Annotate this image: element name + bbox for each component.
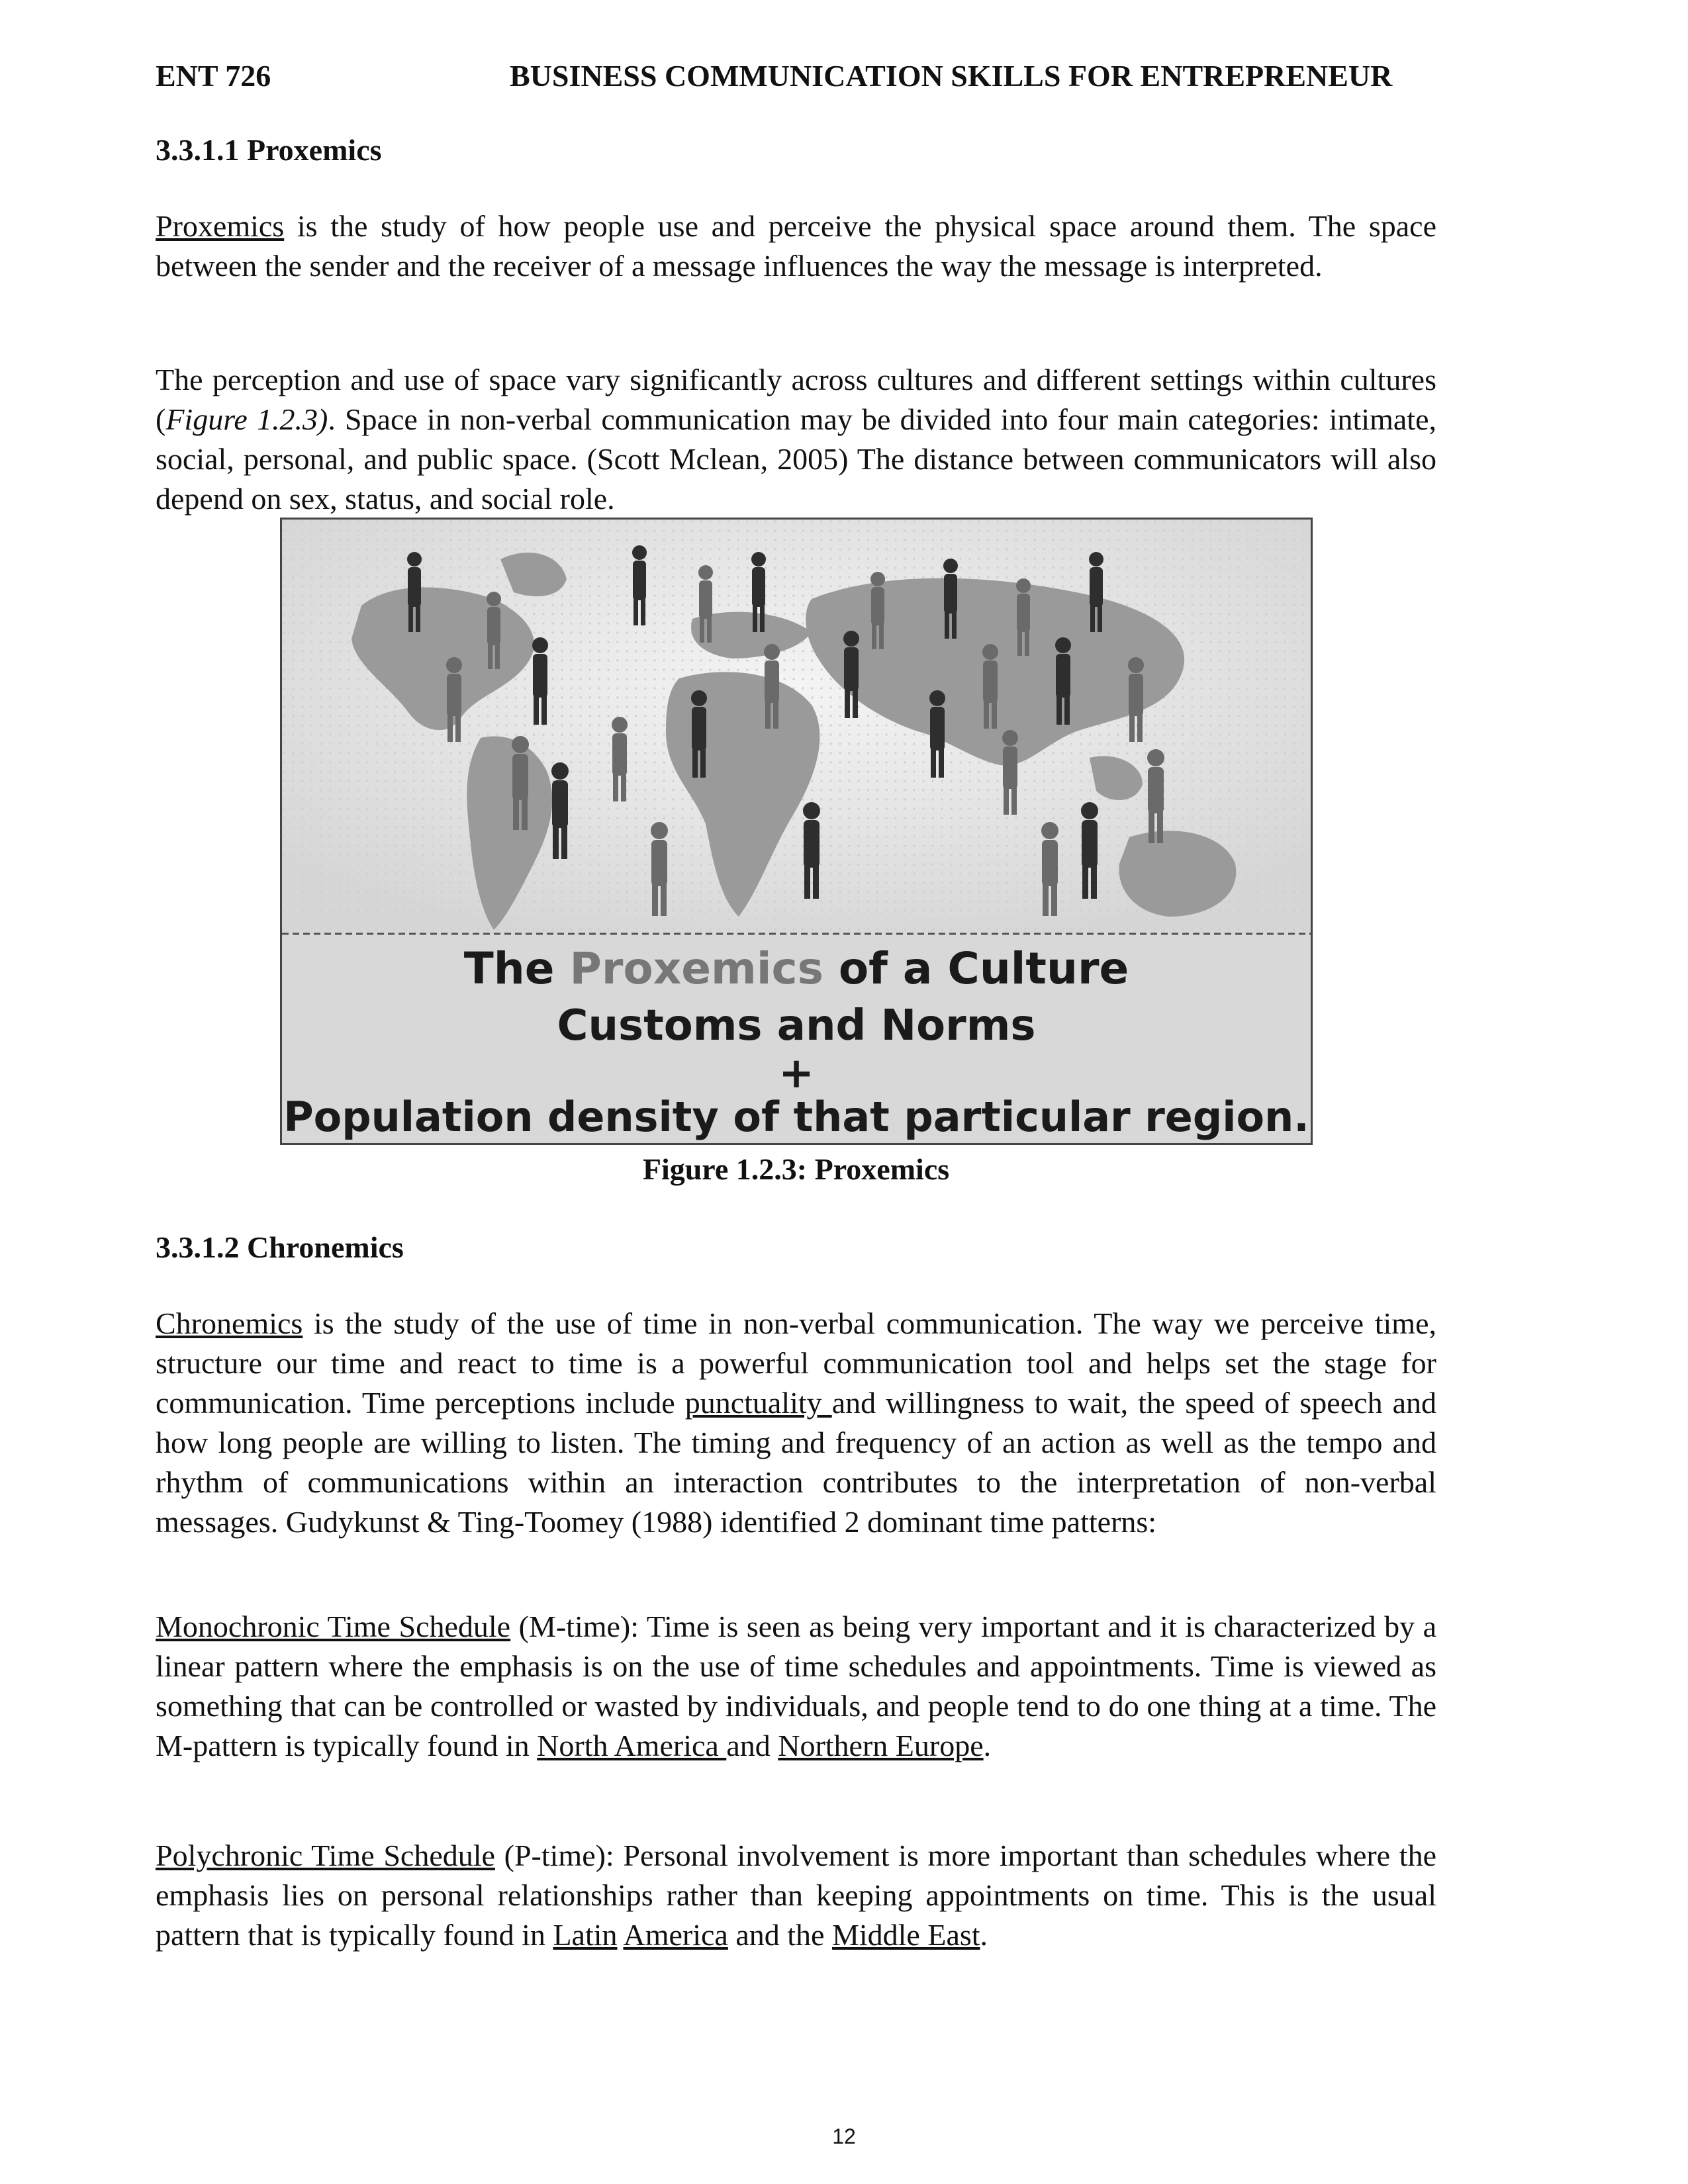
proxemics-term-link[interactable]: Proxemics [156, 209, 285, 243]
chronemics-p1-text-b: and willingness to wait, the speed of speech and how long people are willing to listen. The timing and frequency of an action as well as the tempo and rhythm of communications within an interaction contributes to the interpretation of non-verbal messages. Gudykunst & Ting-Toomey (1988) identified 2 dominant time patterns: [156, 1386, 1436, 1539]
figure-highlight-word: Proxemics [569, 943, 823, 994]
mono-text-b: and [726, 1729, 778, 1762]
proxemics-p1-text: is the study of how people use and perceive the physical space around them. The space between the sender and the receiver of a message influences the way the message is interpreted. [156, 209, 1436, 283]
mono-text-c: . [983, 1729, 992, 1762]
proxemics-paragraph-1 [156, 206, 1436, 286]
proxemics-p2-text-b: . Space in non-verbal communication may be divided into four main categories: intimate, social, personal, and public space. (Scott Mclean, 2005) The distance between communicators will also depend on sex, status, and social role. [156, 402, 1437, 516]
america-link[interactable]: America [623, 1918, 728, 1952]
chronemics-term-link[interactable]: Chronemics [156, 1306, 303, 1340]
course-code: ENT 726 [156, 59, 271, 93]
section-heading-chronemics: 3.3.1.2 Chronemics [156, 1230, 404, 1264]
page-number: 12 [832, 2124, 856, 2148]
figure-plus-sign: + [778, 1049, 814, 1098]
punctuality-link[interactable]: punctuality [684, 1386, 832, 1420]
figure-reference: Figure 1.2.3) [165, 402, 328, 436]
middle-east-link[interactable]: Middle East [831, 1918, 980, 1952]
poly-text-a: (P-time): Personal involvement is more important than schedules where the emphasis lies on personal relationships rather than keeping appointments on time. This is the usual pattern that is typically found in [156, 1839, 1436, 1952]
poly-text-b: and the [727, 1918, 832, 1952]
poly-text-c: . [980, 1918, 988, 1952]
polychronic-paragraph [156, 1836, 1436, 1955]
latin-link[interactable]: Latin [553, 1918, 618, 1952]
chronemics-p1-text-a: is the study of the use of time in non-verbal communication. The way we perceive time, structure our time and react to time is a powerful communication tool and helps set the stage for communication. Time perceptions include [156, 1306, 1436, 1420]
course-title: BUSINESS COMMUNICATION SKILLS FOR ENTREPRENEUR [510, 59, 1393, 93]
north-america-link[interactable]: North America [537, 1729, 727, 1762]
proxemics-paragraph-2 [156, 360, 1436, 519]
figure-caption: Figure 1.2.3: Proxemics [642, 1152, 950, 1186]
page-header [156, 58, 1436, 98]
figure-title-line-2: Customs and Norms [557, 1001, 1036, 1050]
section-heading-proxemics: 3.3.1.1 Proxemics [156, 133, 382, 167]
proxemics-p2-text-a: The perception and use of space vary significantly across cultures and different settings within cultures ( [156, 363, 1436, 436]
monochronic-paragraph [156, 1607, 1436, 1766]
proxemics-figure [280, 518, 1313, 1145]
northern-europe-link[interactable]: Northern Europe [778, 1729, 984, 1762]
monochronic-term-link[interactable]: Monochronic Time Schedule [156, 1610, 511, 1643]
chronemics-paragraph-1 [156, 1304, 1436, 1542]
figure-title-line-1: The Proxemics of a Culture [463, 943, 1129, 994]
mono-text-a: (M-time): Time is seen as being very important and it is characterized by a linear pattern where the emphasis is on the use of time schedules and appointments. Time is viewed as something that can be controlled or wasted by individuals, and people tend to do one thing at a time. The M-pattern is typically found in [156, 1610, 1436, 1762]
polychronic-term-link[interactable]: Polychronic Time Schedule [156, 1839, 495, 1872]
figure-title-line-4: Population density of that particular region. [283, 1093, 1309, 1141]
